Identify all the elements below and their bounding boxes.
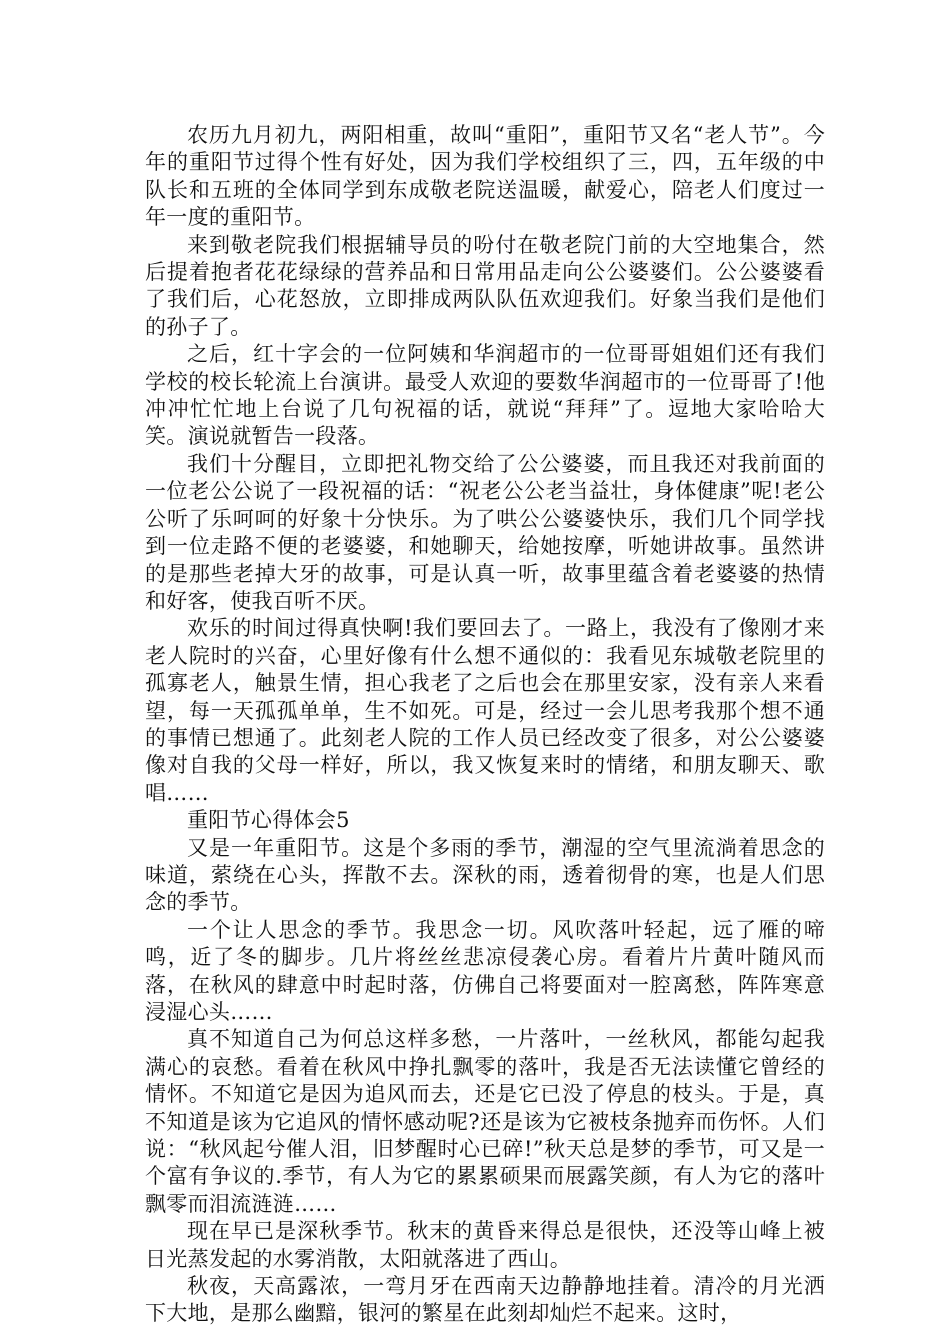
document-body	[145, 122, 825, 1328]
paragraph-4: 我们十分醒目，立即把礼物交给了公公婆婆，而且我还对我前面的一位老公公说了一段祝福的话：“祝老公公老当益壮，身体健康”呢!老公公听了乐呵呵的好象十分快乐。为了哄公公婆婆快乐，我们几个同学找到一位走路不便的老婆婆，和她聊天，给她按摩，听她讲故事。虽然讲的是那些老掉大牙的故事，可是认真一听，故事里蕴含着老婆婆的热情和好客，使我百听不厌。	[145, 451, 825, 613]
paragraph-10: 秋夜，天高露浓，一弯月牙在西南天边静静地挂着。清冷的月光洒下大地，是那么幽黯，银河的繁星在此刻却灿烂不起来。这时，	[145, 1274, 825, 1326]
paragraph-8: 真不知道自己为何总这样多愁，一片落叶，一丝秋风，都能勾起我满心的哀愁。看着在秋风中挣扎飘零的落叶，我是否无法读懂它曾经的情怀。不知道它是因为追风而去，还是它已没了停息的枝头。于是，真不知道是该为它追风的情怀感动呢?还是该为它被枝条抛弃而伤怀。人们说：“秋风起兮催人泪，旧梦醒时心已碎!”秋天总是梦的季节，可又是一个富有争议的.季节，有人为它的累累硕果而展露笑颜，有人为它的落叶飘零而泪流涟涟……	[145, 1027, 825, 1216]
paragraph-5: 欢乐的时间过得真快啊!我们要回去了。一路上，我没有了像刚才来老人院时的兴奋，心里好像有什么想不通似的：我看见东城敬老院里的孤寡老人，触景生情，担心我老了之后也会在那里安家，没有亲人来看望，每一天孤孤单单，生不如死。可是，经过一会儿思考我那个想不通的事情已想通了。此刻老人院的工作人员已经改变了很多，对公公婆婆像对自我的父母一样好，所以，我又恢复来时的情绪，和朋友聊天、歌唱……	[145, 616, 825, 805]
paragraph-9: 现在早已是深秋季节。秋末的黄昏来得总是很快，还没等山峰上被日光蒸发起的水雾消散，太阳就落进了西山。	[145, 1219, 825, 1271]
paragraph-6: 又是一年重阳节。这是个多雨的季节，潮湿的空气里流淌着思念的味道，萦绕在心头，挥散不去。深秋的雨，透着彻骨的寒，也是人们思念的季节。	[145, 835, 825, 915]
paragraph-2: 来到敬老院我们根据辅导员的吩付在敬老院门前的大空地集合，然后提着抱者花花绿绿的营养品和日常用品走向公公婆婆们。公公婆婆看了我们后，心花怒放，立即排成两队队伍欢迎我们。好象当我们是他们的孙子了。	[145, 232, 825, 339]
section-title: 重阳节心得体会5	[187, 808, 350, 833]
paragraph-3: 之后，红十字会的一位阿姨和华润超市的一位哥哥姐姐们还有我们学校的校长轮流上台演讲。最受人欢迎的要数华润超市的一位哥哥了!他冲冲忙忙地上台说了几句祝福的话，就说“拜拜”了。逗地大家哈哈大笑。演说就暂告一段落。	[145, 342, 825, 449]
paragraph-1: 农历九月初九，两阳相重，故叫“重阳”，重阳节又名“老人节”。今年的重阳节过得个性有好处，因为我们学校组织了三，四，五年级的中队长和五班的全体同学到东成敬老院送温暖，献爱心，陪老人们度过一年一度的重阳节。	[145, 123, 825, 230]
paragraph-7: 一个让人思念的季节。我思念一切。风吹落叶轻起，远了雁的啼鸣，近了冬的脚步。几片将丝丝悲凉侵袭心房。看着片片黄叶随风而落，在秋风的肆意中时起时落，仿佛自己将要面对一腔离愁，阵阵寒意浸湿心头……	[145, 917, 825, 1024]
